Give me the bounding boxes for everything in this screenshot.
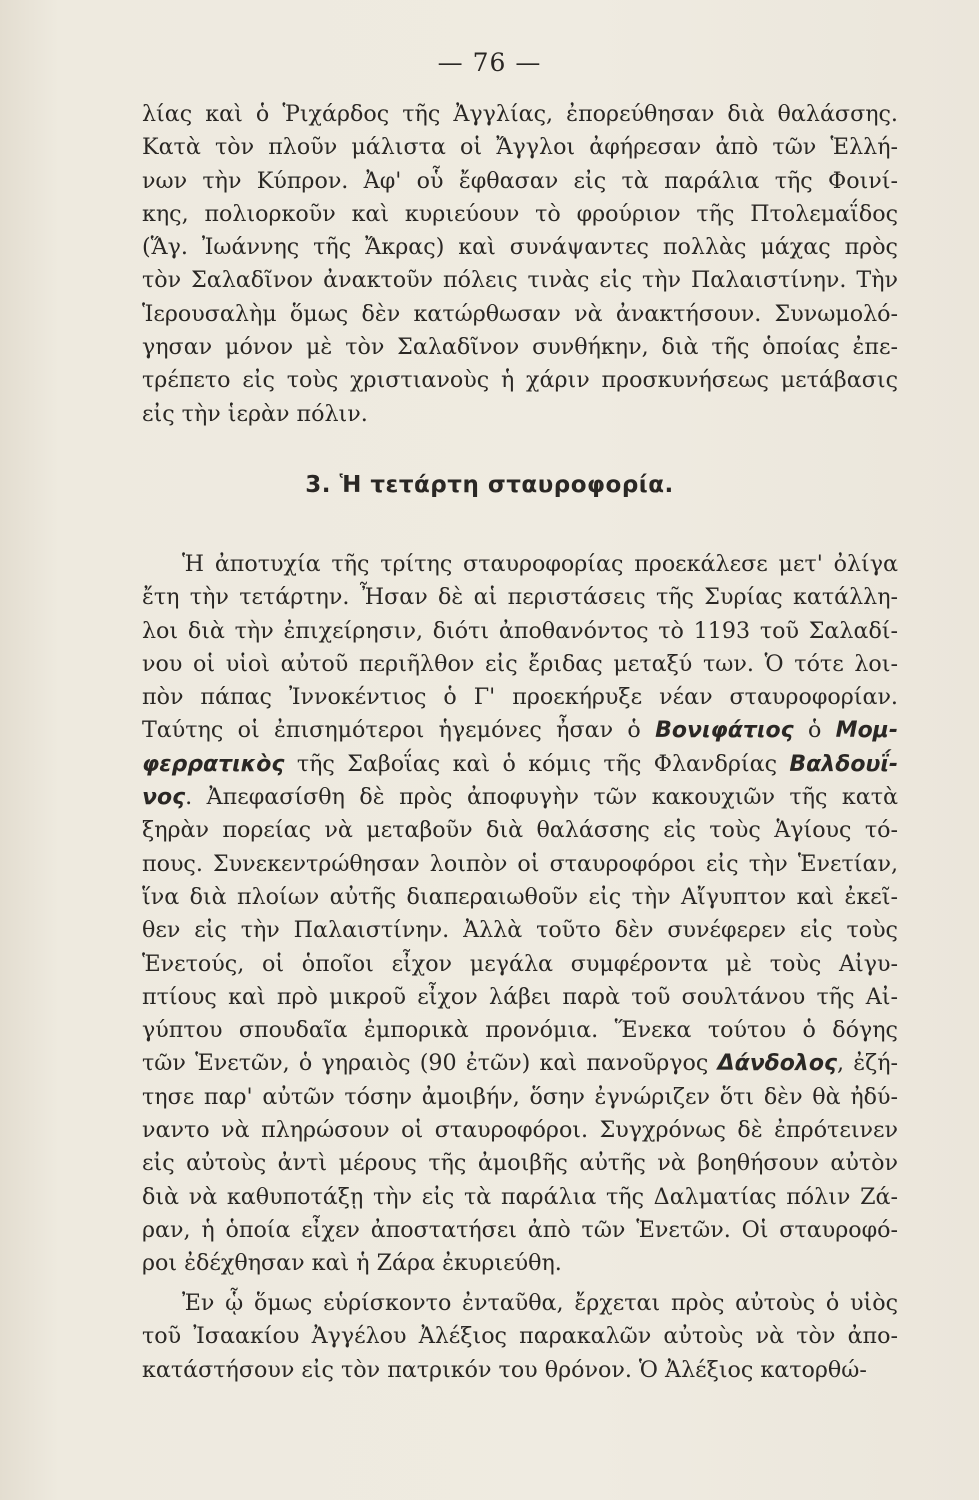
text-segment: , ἐζή- xyxy=(836,1050,898,1077)
text-line xyxy=(142,848,898,881)
text-segment: ἵνα διὰ πλοίων αὐτῆς διαπεραιωθοῦν εἰς τὴν Αἴγυπτον καὶ ἐκεῖ- xyxy=(142,883,898,910)
text-line xyxy=(142,881,898,914)
text-segment: πὸν πάπας Ἰννοκέντιος ὁ Γ' προεκήρυξε νέαν σταυροφορίαν. xyxy=(142,684,898,711)
text-line: νων τὴν Κύπρον. Ἀφ' οὗ ἔφθασαν εἰς τὰ παράλια τῆς Φοινί- xyxy=(142,167,898,194)
text-segment: Ἡ ἀποτυχία τῆς τρίτης σταυροφορίας προεκάλεσε μετ' ὀλίγα xyxy=(182,551,898,577)
person-name: φερρατικὸς xyxy=(142,751,285,777)
text-line xyxy=(142,1047,898,1080)
text-line xyxy=(142,1114,898,1147)
person-name: Μομ- xyxy=(835,718,898,744)
paragraph-2 xyxy=(142,548,898,1281)
text-segment: τῶν Ἑνετῶν, ὁ γηραιὸς (90 ἐτῶν) καὶ πανοῦργος xyxy=(142,1050,718,1077)
text-line xyxy=(142,648,898,681)
text-line: κης, πολιορκοῦν καὶ κυριεύουν τὸ φρούριον τῆς Πτολεμαΐδος xyxy=(142,200,898,227)
text-segment: Ἑνετούς, οἱ ὁποῖοι εἶχον μεγάλα συμφέροντα μὲ τοὺς Αἰγυ- xyxy=(142,950,898,977)
text-line xyxy=(142,981,898,1014)
text-line: γησαν μόνον μὲ τὸν Σαλαδῖνον συνθήκην, διὰ τῆς ὁποίας ἐπε- xyxy=(142,334,898,361)
text-segment: γύπτου σπουδαῖα ἐμπορικὰ προνόμια. Ἕνεκα τούτου ὁ δόγης xyxy=(142,1017,898,1044)
text-segment: ὁ xyxy=(793,717,836,744)
text-line xyxy=(142,914,898,947)
text-line: Ἐν ᾧ ὅμως εὑρίσκοντο ἐνταῦθα, ἔρχεται πρὸς αὐτοὺς ὁ υἱὸς xyxy=(182,1290,898,1316)
text-line: κατάστήσουν εἰς τὸν πατρικόν του θρόνον. Ὁ Ἀλέξιος κατορθώ- xyxy=(142,1356,867,1383)
text-line xyxy=(142,1247,898,1280)
text-segment: τησε παρ' αὐτῶν τόσην ἀμοιβήν, ὅσην ἐγνώριζεν ὅτι δὲν θὰ ἠδύ- xyxy=(142,1083,898,1110)
text-line xyxy=(142,714,898,747)
text-line: Κατὰ τὸν πλοῦν μάλιστα οἱ Ἄγγλοι ἀφήρεσαν ἀπὸ τῶν Ἑλλή- xyxy=(142,134,898,161)
person-name: Βονιφάτιος xyxy=(655,718,794,744)
text-line xyxy=(142,1181,898,1214)
text-segment: ραν, ἡ ὁποία εἶχεν ἀποστατήσει ἀπὸ τῶν Ἑνετῶν. Οἱ σταυροφό- xyxy=(142,1216,898,1243)
text-line xyxy=(142,1081,898,1114)
text-line: λίας καὶ ὁ Ῥιχάρδος τῆς Ἀγγλίας, ἐπορεύθησαν διὰ θαλάσσης. xyxy=(142,101,898,127)
text-line xyxy=(142,581,898,614)
text-segment: πους. Συνεκεντρώθησαν λοιπὸν οἱ σταυροφόροι εἰς τὴν Ἑνετίαν, xyxy=(142,850,898,877)
person-name: Βαλδουΐ- xyxy=(789,751,898,777)
section-heading: 3. Ἡ τετάρτη σταυροφορία. xyxy=(305,472,674,498)
paragraph-1 xyxy=(142,98,898,431)
text-segment: ροι ἐδέχθησαν καὶ ἡ Ζάρα ἐκυριεύθη. xyxy=(142,1250,562,1277)
text-segment: . Ἀπεφασίσθη δὲ πρὸς ἀποφυγὴν τῶν κακουχιῶν τῆς κατὰ xyxy=(185,784,898,811)
text-segment: Ταύτης οἱ ἐπισημότεροι ἡγεμόνες ἦσαν ὁ xyxy=(142,717,656,744)
person-name: Δάνδολος xyxy=(717,1051,837,1077)
text-line xyxy=(142,781,898,814)
text-line xyxy=(142,1014,898,1047)
text-segment: τῆς Σαβοΐας καὶ ὁ κόμις τῆς Φλανδρίας xyxy=(284,750,790,777)
person-name: νος xyxy=(142,785,186,811)
text-segment: πτίους καὶ πρὸ μικροῦ εἶχον λάβει παρὰ τοῦ σουλτάνου τῆς Αἰ- xyxy=(142,983,898,1010)
paragraph-3 xyxy=(142,1287,898,1387)
text-segment: ξηρὰν πορείας νὰ μεταβοῦν διὰ θαλάσσης εἰς τοὺς Ἁγίους τό- xyxy=(142,817,898,844)
text-line xyxy=(142,814,898,847)
text-segment: λοι διὰ τὴν ἐπιχείρησιν, διότι ἀποθανόντος τὸ 1193 τοῦ Σαλαδί- xyxy=(142,617,898,644)
text-segment: ναντο νὰ πληρώσουν οἱ σταυροφόροι. Συγχρόνως δὲ ἐπρότεινεν xyxy=(142,1117,898,1144)
text-line xyxy=(142,681,898,714)
text-line xyxy=(142,1147,898,1180)
text-line xyxy=(142,615,898,648)
text-segment: διὰ νὰ καθυποτάξῃ τὴν εἰς τὰ παράλια τῆς Δαλματίας πόλιν Ζά- xyxy=(142,1183,898,1210)
text-segment: ἔτη τὴν τετάρτην. Ἦσαν δὲ αἱ περιστάσεις τῆς Συρίας κατάλλη- xyxy=(142,584,898,611)
page-number: — 76 — xyxy=(437,48,542,77)
text-line: τοῦ Ἰσαακίου Ἀγγέλου Ἀλέξιος παρακαλῶν αὐτοὺς νὰ τὸν ἀπο- xyxy=(142,1323,898,1350)
text-line: τὸν Σαλαδῖνον ἀνακτοῦν πόλεις τινὰς εἰς τὴν Παλαιστίνην. Τὴν xyxy=(142,267,898,294)
text-line: εἰς τὴν ἱερὰν πόλιν. xyxy=(142,400,368,427)
text-segment: θεν εἰς τὴν Παλαιστίνην. Ἀλλὰ τοῦτο δὲν συνέφερεν εἰς τοὺς xyxy=(142,917,898,944)
text-segment: νου οἱ υἱοὶ αὐτοῦ περιῆλθον εἰς ἔριδας μεταξύ των. Ὁ τότε λοι- xyxy=(142,650,898,677)
text-line xyxy=(142,748,898,781)
text-line: (Ἅγ. Ἰωάννης τῆς Ἄκρας) καὶ συνάψαντες πολλὰς μάχας πρὸς xyxy=(142,234,898,261)
text-segment: εἰς αὐτοὺς ἀντὶ μέρους τῆς ἀμοιβῆς αὐτῆς νὰ βοηθήσουν αὐτὸν xyxy=(142,1150,898,1177)
text-line xyxy=(142,548,898,581)
text-line xyxy=(142,1214,898,1247)
text-line: Ἱερουσαλὴμ ὅμως δὲν κατώρθωσαν νὰ ἀνακτήσουν. Συνωμολό- xyxy=(142,300,898,327)
text-line: τρέπετο εἰς τοὺς χριστιανοὺς ἡ χάριν προσκυνήσεως μετάβασις xyxy=(142,367,898,394)
text-line xyxy=(142,948,898,981)
